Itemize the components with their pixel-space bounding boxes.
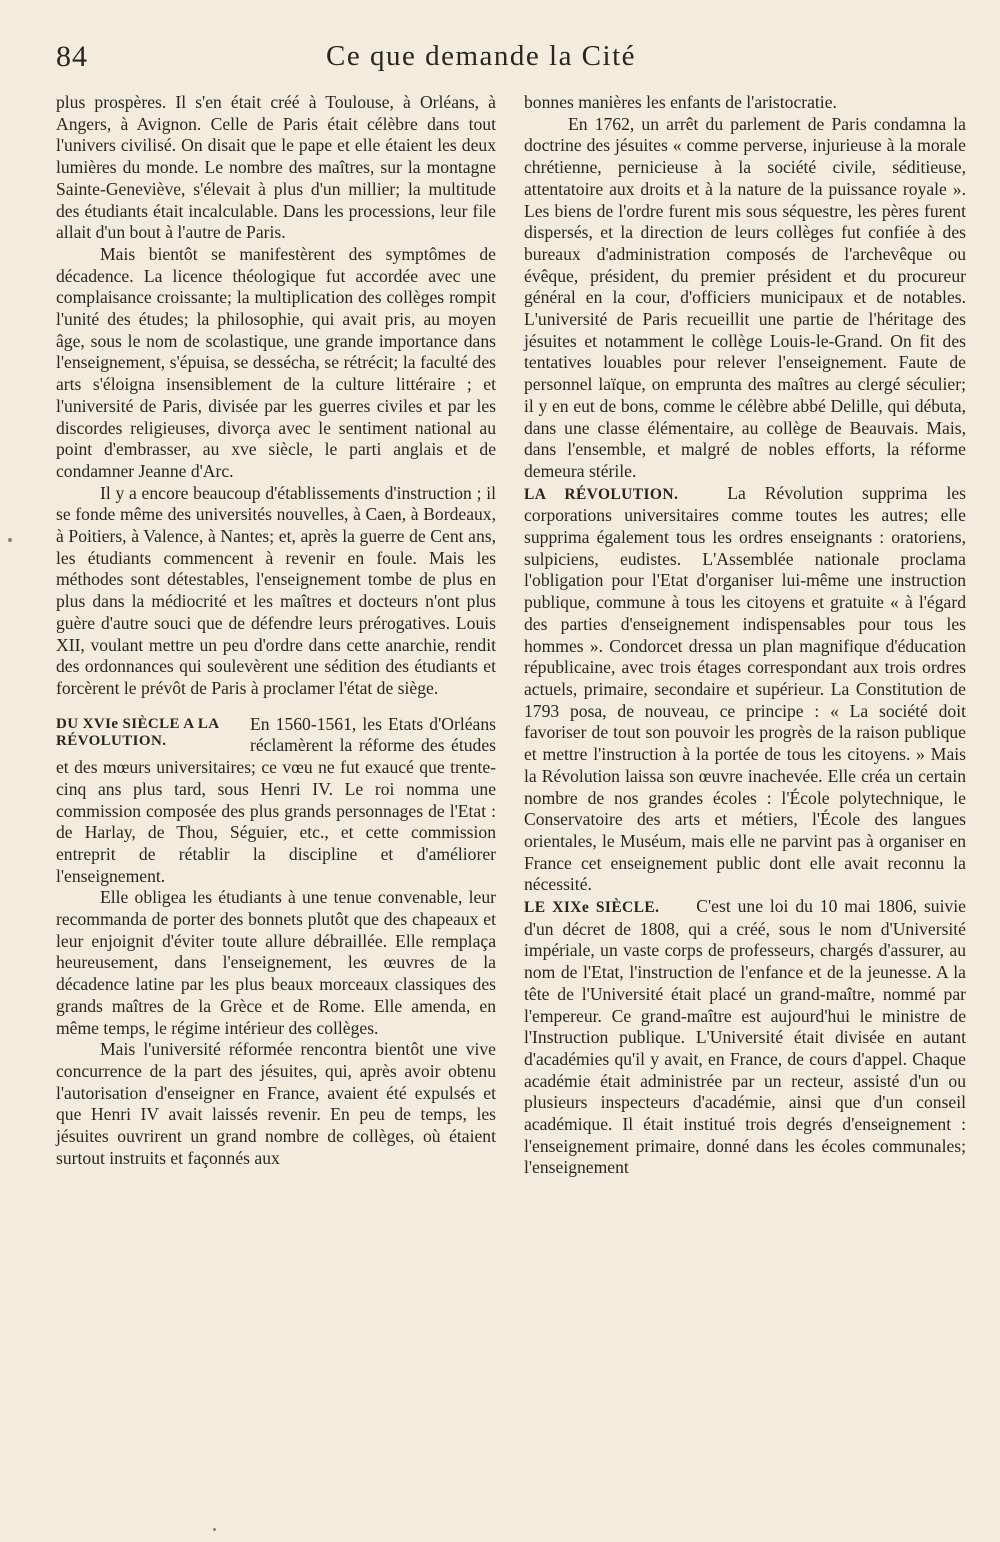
paragraph: Elle obligea les étudiants à une tenue convenable, leur recommanda de porter des bonnets plutôt que des chapeaux et leur enjoignit d'éviter toute allure débraillée. Elle remplaça heureusement, dans l'enseignement, les œuvres de la décadence latine par les plus beaux morceaux classiques des grands maîtres de la Grèce et de Rome. Elle amenda, en même temps, le régime intérieur des collèges. xyxy=(56,887,496,1038)
paragraph-text: C'est une loi du 10 mai 1806, suivie d'un décret de 1808, qui a créé, sous le nom d'Université impériale, un vaste corps de professeurs, chargés d'assurer, au nom de l'Etat, l'instruction de l'enfance et de la jeunesse. A la tête de l'Université était placé un grand-maître, nommé par l'empereur. Ce grand-maître est aujourd'hui le ministre de l'Instruction publique. L'Université était divisée en autant d'académies qu'il y avait, en France, de cours d'appel. Chaque académie était administrée par un recteur, assisté d'un ou plusieurs inspecteurs d'académie, ainsi que d'un conseil académique. Il était institué trois degrés d'enseignement : l'enseignement primaire, donné dans les écoles communales; l'enseignement xyxy=(524,896,966,1178)
section-heading: LE XIXe SIÈCLE. xyxy=(524,899,660,917)
section-du-xvie-siecle xyxy=(56,714,496,888)
paragraph: plus prospères. Il s'en était créé à Toulouse, à Orléans, à Angers, à Avignon. Celle de Paris était célèbre dans tout l'univers civilisé. On disait que le pape et elle étaient les deux lumières du monde. Le nombre des maîtres, sur la montagne Sainte-Geneviève, s'élevait à plus d'un millier; la multitude des étudiants était incalculable. Dans les processions, leur file allait d'un bout à l'autre de Paris. xyxy=(56,92,496,243)
running-title: Ce que demande la Cité xyxy=(326,40,637,72)
section-le-xixe-siecle xyxy=(524,896,966,1179)
paragraph: bonnes manières les enfants de l'aristocratie. xyxy=(524,92,837,112)
section-heading: DU XVIe SIÈCLE A LA RÉVOLUTION. xyxy=(56,715,219,749)
paper-speck xyxy=(8,538,12,542)
section-la-revolution xyxy=(524,483,966,896)
left-column xyxy=(56,92,496,1169)
paragraph: Mais l'université réformée rencontra bientôt une vive concurrence de la part des jésuites, qui, après avoir obtenu l'autorisation d'enseigner en France, avaient été expulsés et que Henri IV avait laissés revenir. En peu de temps, les jésuites ouvrirent un grand nombre de collèges, où étaient surtout instruits et façonnés aux xyxy=(56,1039,496,1168)
paragraph: Il y a encore beaucoup d'établissements d'instruction ; il se fonde même des universités nouvelles, à Caen, à Bordeaux, à Poitiers, à Valence, à Nantes; et, après la guerre de Cent ans, les étudiants commencent à revenir en foule. Mais les méthodes sont détestables, l'enseignement tombe de plus en plus dans la médiocrité et les maîtres et docteurs n'ont plus guère d'autre souci que de défendre leurs prérogatives. Louis XII, voulant mettre un peu d'ordre dans cette anarchie, rendit des ordonnances qui soulevèrent une sédition des étudiants et forcèrent le prévôt de Paris à proclamer l'état de siège. xyxy=(56,482,496,698)
paragraph-text: La Révolution supprima les corporations universitaires comme toutes les autres; elle supprima également tous les ordres enseignants : oratoriens, sulpiciens, eudistes. L'Assemblée nationale proclama l'obligation pour l'Etat d'organiser lui-même une instruction publique, commune à tous les citoyens et gratuite « à l'égard des parties d'enseignement indispensables pour tous les hommes ». Condorcet dressa un plan magnifique d'éducation républicaine, avec trois étages correspondant aux trois ordres actuels, primaire, secondaire et supérieur. La Constitution de 1793 posa, de nouveau, ce principe : « La société doit favoriser de tout son pouvoir les progrès de la raison publique et mettre l'instruction à la portée de tous les citoyens. » Mais la Révolution laissa son œuvre inachevée. Elle créa un certain nombre de nos grandes écoles : l'École polytechnique, le Conservatoire des arts et métiers, l'École des langues orientales, le Muséum, mais elle ne parvint pas à organiser en France cet enseignement public dont elle avait reconnu la nécessité. xyxy=(524,482,966,895)
paper-speck xyxy=(213,1528,216,1531)
right-column xyxy=(524,92,966,1179)
paragraph: Mais bientôt se manifestèrent des symptômes de décadence. La licence théologique fut accordée avec une complaisance croissante; la multiplication des collèges rompit l'unité des études; la philosophie, qui avait pris, au moyen âge, sous le nom de scolastique, une grande importance dans l'enseignement, s'épuisa, se dessécha, se rétrécit; la faculté des arts s'éloigna insensiblement de la culture littéraire ; et l'université de Paris, divisée par les guerres civiles et par les discordes religieuses, divorça avec le sentiment national au point d'embrasser, au xve siècle, le parti anglais et de condamner Jeanne d'Arc. xyxy=(56,243,496,481)
paragraph: En 1762, un arrêt du parlement de Paris condamna la doctrine des jésuites « comme perverse, injurieuse à la morale chrétienne, pernicieuse à la société civile, séditieuse, attentatoire aux droits et à la nature de la puissance royale ». Les biens de l'ordre furent mis sous séquestre, les pères furent dispersés, et la direction de leurs collèges fut confiée à des bureaux d'administration composés de l'archevêque ou évêque, président, du premier président et du procureur général en la cour, d'officiers municipaux et de notables. L'université de Paris recueillit une partie de l'héritage des jésuites et notamment le collège Louis-le-Grand. On fit des tentatives louables pour relever l'enseignement. Faute de personnel laïque, on emprunta des maîtres au clergé séculier; il y en eut de bons, comme le célèbre abbé Delille, qui débuta, dans une classe élémentaire, au collège de Beauvais. Mais, dans l'ensemble, et malgré de nobles efforts, la réforme demeura stérile. xyxy=(524,113,966,481)
paragraph: En 1560-1561, les Etats d'Orléans réclamèrent la réforme des études et des mœurs universitaires; ce vœu ne fut exaucé que trente-cinq ans plus tard, sous Henri IV. Le roi nomma une commission composée des plus grands personnages de l'Etat : de Harlay, de Thou, Séguier, etc., et cette commission entreprit de rétablir la discipline et d'améliorer l'enseignement. xyxy=(56,713,496,886)
page-number: 84 xyxy=(56,40,88,73)
section-heading: LA RÉVOLUTION. xyxy=(524,485,679,503)
page-header xyxy=(56,40,700,84)
